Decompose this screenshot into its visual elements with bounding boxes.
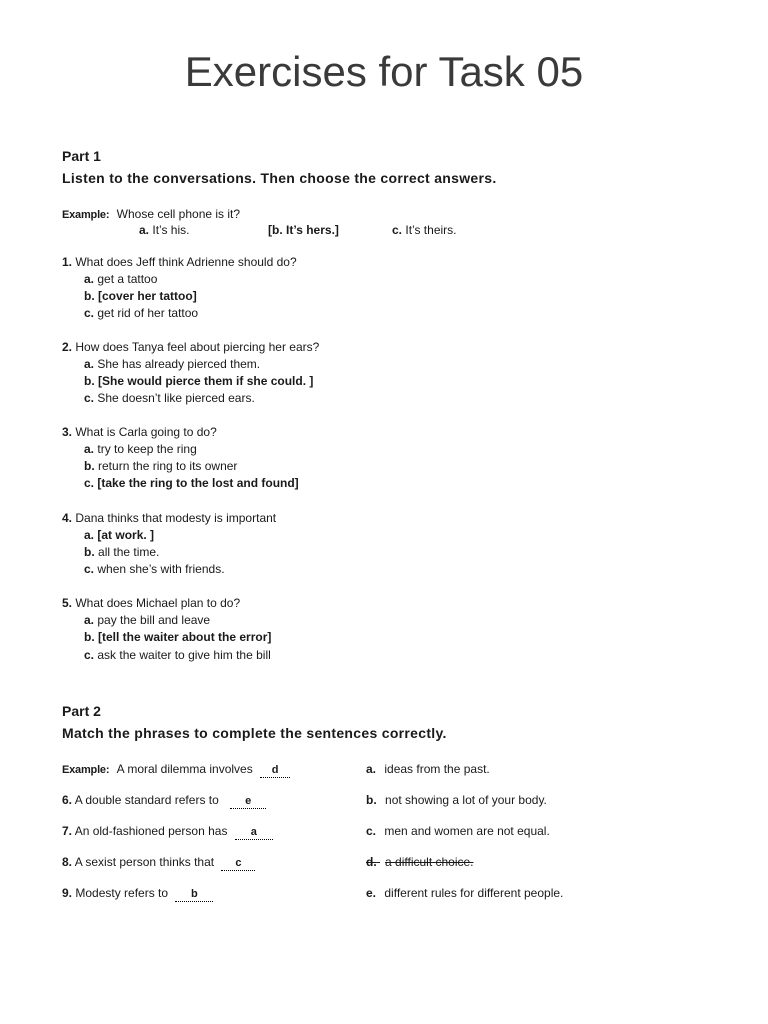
part2-instruction: Match the phrases to complete the sentences correctly. <box>62 725 447 741</box>
q2-option-a <box>84 357 260 371</box>
question-number: 5. <box>62 596 73 610</box>
q3-option-c <box>84 476 299 490</box>
q5-option-a <box>84 613 210 627</box>
option-letter: c. <box>84 648 95 662</box>
option-text: She doesn’t like pierced ears. <box>97 391 255 405</box>
option-letter: b. <box>84 630 95 644</box>
example-label: Example: <box>62 209 110 221</box>
question-2 <box>62 340 319 354</box>
option-text: [take the ring to the lost and found] <box>97 476 299 490</box>
option-letter: a. <box>84 357 95 371</box>
question-text: Dana thinks that modesty is important <box>75 511 277 525</box>
choice-text: a difficult choice. <box>385 855 474 869</box>
question-text: How does Tanya feel about piercing her ears? <box>75 340 320 354</box>
q4-option-c <box>84 562 225 576</box>
question-number: 2. <box>62 340 73 354</box>
choice-text: ideas from the past. <box>384 762 490 776</box>
example-label: Example: <box>62 764 110 776</box>
option-text: It’s theirs. <box>405 223 457 237</box>
question-number: 3. <box>62 425 73 439</box>
answer-blank: c <box>221 857 255 871</box>
choice-a <box>366 762 490 776</box>
q1-option-b <box>84 289 197 303</box>
example-question-text: Whose cell phone is it? <box>116 207 241 221</box>
choice-letter: b. <box>366 793 377 807</box>
option-text: She has already pierced them. <box>97 357 261 371</box>
option-letter: c. <box>84 306 95 320</box>
item-text: An old-fashioned person has <box>74 824 228 838</box>
q4-option-a <box>84 528 154 542</box>
example-option-c <box>392 223 457 237</box>
choice-text: men and women are not equal. <box>384 824 550 838</box>
item-number: 6. <box>62 793 73 807</box>
option-letter: c. <box>84 562 95 576</box>
option-text: It’s his. <box>152 223 190 237</box>
question-text: What does Michael plan to do? <box>75 596 241 610</box>
option-letter: a. <box>84 272 95 286</box>
option-text: get rid of her tattoo <box>97 306 199 320</box>
part2-example <box>62 762 290 778</box>
answer-blank: e <box>230 795 266 809</box>
choice-letter: e. <box>366 886 377 900</box>
item-text: A double standard refers to <box>74 793 219 807</box>
item-text: Modesty refers to <box>75 886 169 900</box>
answer-blank: d <box>260 764 290 778</box>
option-letter: a. <box>139 223 150 237</box>
option-letter: c. <box>392 223 403 237</box>
question-number: 1. <box>62 255 73 269</box>
part1-example-question <box>62 207 240 222</box>
item-number: 8. <box>62 855 73 869</box>
example-option-a <box>139 223 189 237</box>
option-text: [tell the waiter about the error] <box>98 630 272 644</box>
option-text: [b. It’s hers.] <box>268 223 339 237</box>
option-text: [cover her tattoo] <box>98 289 197 303</box>
option-letter: c. <box>84 391 95 405</box>
question-text: What does Jeff think Adrienne should do? <box>75 255 297 269</box>
q1-option-c <box>84 306 198 320</box>
example-option-b <box>268 223 339 237</box>
question-3 <box>62 425 217 439</box>
q2-option-b <box>84 374 313 388</box>
answer-blank: b <box>175 888 213 902</box>
choice-text: not showing a lot of your body. <box>385 793 547 807</box>
option-text: all the time. <box>98 545 160 559</box>
option-letter: b. <box>84 289 95 303</box>
option-letter: b. <box>84 374 95 388</box>
option-text: [She would pierce them if she could. ] <box>98 374 314 388</box>
q3-option-a <box>84 442 197 456</box>
choice-c <box>366 824 550 838</box>
option-text: get a tattoo <box>97 272 158 286</box>
option-letter: b. <box>84 545 95 559</box>
match-item-9 <box>62 886 213 902</box>
choice-b <box>366 793 547 807</box>
q3-option-b <box>84 459 237 473</box>
option-letter: a. <box>84 613 95 627</box>
part2-heading: Part 2 <box>62 703 101 719</box>
match-item-8 <box>62 855 255 871</box>
option-text: return the ring to its owner <box>98 459 238 473</box>
part1-heading: Part 1 <box>62 148 101 164</box>
choice-letter: c. <box>366 824 377 838</box>
q5-option-c <box>84 648 271 662</box>
q2-option-c <box>84 391 255 405</box>
q4-option-b <box>84 545 159 559</box>
option-letter: b. <box>84 459 95 473</box>
option-text: try to keep the ring <box>97 442 197 456</box>
part1-instruction: Listen to the conversations. Then choose the correct answers. <box>62 170 497 186</box>
match-item-6 <box>62 793 266 809</box>
choice-letter: a. <box>366 762 377 776</box>
page-title: Exercises for Task 05 <box>184 48 584 95</box>
question-5 <box>62 596 240 610</box>
option-letter: c. <box>84 476 95 490</box>
question-4 <box>62 511 276 525</box>
example-text: A moral dilemma involves <box>116 762 253 776</box>
choice-letter: d. <box>366 855 377 869</box>
option-text: when she’s with friends. <box>97 562 225 576</box>
option-text: pay the bill and leave <box>97 613 211 627</box>
option-text: [at work. ] <box>97 528 155 542</box>
option-text: ask the waiter to give him the bill <box>97 648 271 662</box>
item-text: A sexist person thinks that <box>74 855 215 869</box>
question-text: What is Carla going to do? <box>75 425 217 439</box>
match-item-7 <box>62 824 273 840</box>
q1-option-a <box>84 272 157 286</box>
question-1 <box>62 255 297 269</box>
answer-blank: a <box>235 826 273 840</box>
choice-e <box>366 886 563 900</box>
choice-text: different rules for different people. <box>384 886 564 900</box>
option-letter: a. <box>84 442 95 456</box>
choice-d-used <box>366 855 474 869</box>
item-number: 7. <box>62 824 73 838</box>
item-number: 9. <box>62 886 73 900</box>
option-letter: a. <box>84 528 95 542</box>
question-number: 4. <box>62 511 73 525</box>
q5-option-b <box>84 630 271 644</box>
